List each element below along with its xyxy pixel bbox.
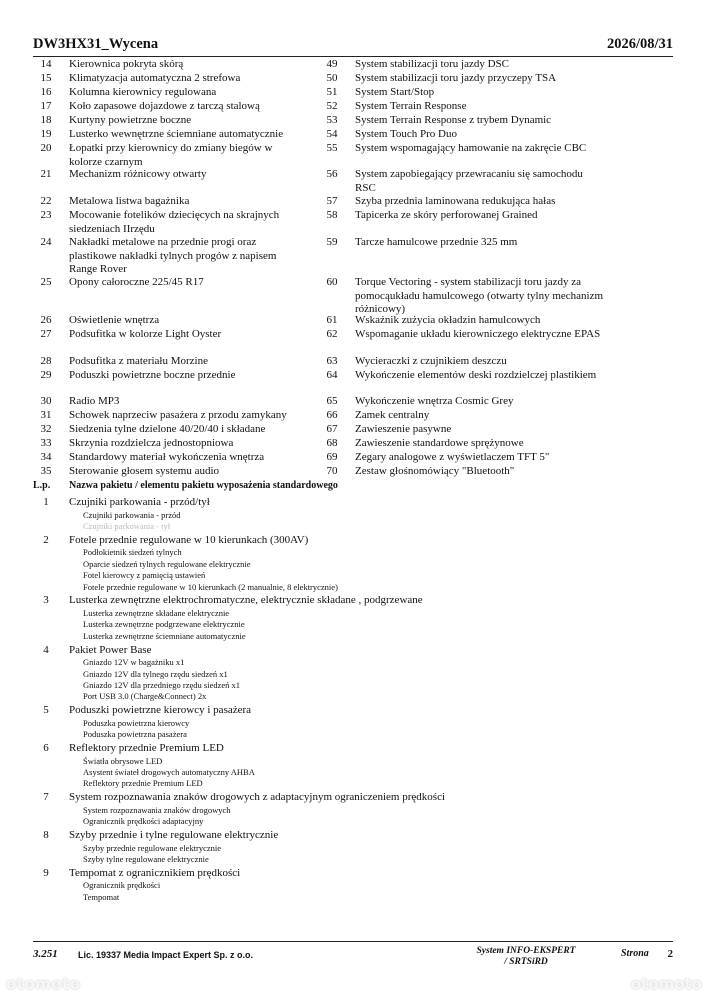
package-element: Tempomat: [83, 891, 120, 902]
footer-divider: [33, 941, 673, 942]
package-element: Podłokietnik siedzeń tylnych: [83, 547, 182, 558]
package-name: Poduszki powietrzne kierowcy i pasażera: [69, 704, 252, 717]
package-name: Pakiet Power Base: [69, 643, 152, 656]
equipment-text: System stabilizacji toru jazdy przyczepy TSA: [355, 72, 557, 84]
document-date: 2026/08/31: [606, 36, 673, 52]
equipment-number: 19: [40, 128, 52, 140]
package-name: System rozpoznawania znaków drogowych z adaptacyjnym ograniczeniem prędkości: [69, 791, 446, 804]
equipment-text: Kurtyny powietrzne boczne: [69, 114, 192, 126]
equipment-number: 68: [326, 437, 338, 449]
package-element: Fotele przednie regulowane w 10 kierunkach (2 manualnie, 8 elektrycznie): [83, 581, 338, 592]
package-element: Szyby tylne regulowane elektrycznie: [83, 853, 209, 864]
equipment-text: Podsufitka w kolorze Light Oyster: [69, 328, 222, 340]
package-element: Ogranicznik prędkości adaptacyjny: [83, 816, 204, 827]
equipment-number: 60: [326, 276, 338, 288]
equipment-number: 29: [40, 369, 52, 381]
equipment-text: Lusterko wewnętrzne ściemniane automatycznie: [69, 128, 284, 140]
equipment-text: Zawieszenie standardowe sprężynowe: [355, 437, 524, 449]
equipment-text: System Terrain Response: [355, 100, 467, 112]
package-element: Czujniki parkowania - tył: [83, 520, 171, 531]
equipment-text: Wskaźnik zużycia okładzin hamulcowych: [355, 314, 541, 326]
equipment-text: Kierownica pokryta skórą: [69, 58, 184, 70]
equipment-number: 54: [326, 128, 338, 140]
package-element: Poduszka powietrzna kierowcy: [83, 717, 190, 728]
equipment-text: Zawieszenie pasywne: [355, 423, 452, 435]
package-element: Gniazdo 12V dla przedniego rzędu siedzeń x1: [83, 679, 241, 690]
equipment-number: 59: [326, 236, 338, 248]
package-element: Oparcie siedzeń tylnych regulowane elektrycznie: [83, 558, 251, 569]
document-header: [33, 36, 673, 54]
equipment-number: 49: [326, 58, 338, 70]
equipment-number: 30: [40, 395, 52, 407]
equipment-text: Wycieraczki z czujnikiem deszczu: [355, 355, 507, 367]
equipment-number: 61: [326, 314, 338, 326]
equipment-text: Zestaw głośnomówiący "Bluetooth": [355, 465, 515, 477]
equipment-number: 18: [40, 114, 52, 126]
equipment-text: Kolumna kierownicy regulowana: [69, 86, 217, 98]
equipment-text: Wspomaganie układu kierowniczego elektryczne EPAS: [355, 328, 601, 340]
watermark-left: otomoto: [6, 975, 81, 993]
equipment-number: 17: [40, 100, 52, 112]
equipment-number: 20: [40, 142, 52, 154]
footer-system-line1: System INFO-EKSPERT: [476, 946, 576, 956]
equipment-number: 15: [40, 72, 52, 84]
footer-system-line2: / SRTSiRD: [504, 957, 548, 967]
equipment-text: Zegary analogowe z wyświetlaczem TFT 5": [355, 451, 550, 463]
equipment-number: 27: [40, 328, 52, 340]
equipment-text: Wykończenie wnętrza Cosmic Grey: [355, 395, 514, 407]
equipment-text: System stabilizacji toru jazdy DSC: [355, 58, 509, 70]
equipment-number: 33: [40, 437, 52, 449]
package-element: Ogranicznik prędkości: [83, 880, 161, 891]
package-element: Lusterka zewnętrzne składane elektrycznie: [83, 607, 230, 618]
package-name: Reflektory przednie Premium LED: [69, 742, 224, 754]
equipment-text: Nakładki metalowe na przednie progi oraz plastikowe nakładki tylnych progów z napisem Range Rover: [69, 236, 277, 275]
equipment-number: 31: [40, 409, 52, 421]
header-divider: [33, 56, 673, 57]
package-name: Lusterka zewnętrzne elektrochromatyczne, elektrycznie składane , podgrzewane: [69, 594, 423, 607]
equipment-number: 69: [326, 451, 338, 463]
equipment-text: Tapicerka ze skóry perforowanej Grained: [355, 209, 538, 221]
package-element: Asystent świateł drogowych automatyczny AHBA: [83, 766, 255, 777]
package-name: Czujniki parkowania - przód/tył: [69, 496, 210, 508]
equipment-number: 57: [326, 195, 338, 207]
package-element: Czujniki parkowania - przód: [83, 509, 181, 520]
equipment-text: System Touch Pro Duo: [355, 128, 458, 140]
document-footer: [33, 945, 673, 975]
package-element: Reflektory przednie Premium LED: [83, 778, 203, 789]
equipment-text: Sterowanie głosem systemu audio: [69, 465, 220, 477]
package-number: 5: [43, 704, 49, 717]
equipment-text: Schowek naprzeciw pasażera z przodu zamykany: [69, 409, 287, 421]
package-element: Światła obrysowe LED: [83, 755, 163, 766]
package-element: Szyby przednie regulowane elektrycznie: [83, 842, 222, 853]
package-element: Gniazdo 12V dla tylnego rzędu siedzeń x1: [83, 668, 228, 679]
packages-header-lp: L.p.: [33, 480, 51, 491]
equipment-text: Podsufitka z materiału Morzine: [69, 355, 208, 367]
footer-code: 3.251: [33, 948, 58, 960]
equipment-number: 70: [326, 465, 338, 477]
equipment-number: 14: [40, 58, 52, 70]
package-element: Port USB 3.0 (Charge&Connect) 2x: [83, 691, 207, 702]
equipment-text: System Terrain Response z trybem Dynamic: [355, 114, 552, 126]
footer-license: Lic. 19337 Media Impact Expert Sp. z o.o.: [78, 950, 254, 960]
equipment-text: Szyba przednia laminowana redukująca hałas: [355, 195, 556, 207]
equipment-number: 24: [40, 236, 52, 248]
equipment-number: 21: [40, 168, 52, 180]
equipment-number: 32: [40, 423, 52, 435]
equipment-number: 22: [40, 195, 52, 207]
equipment-text: Poduszki powietrzne boczne przednie: [69, 369, 236, 381]
equipment-text: Torque Vectoring - system stabilizacji toru jazdy za pomocąukładu hamulcowego (otwarty tylny mechanizm różnicowy): [355, 276, 604, 315]
package-element: Gniazdo 12V w bagażniku x1: [83, 657, 185, 668]
package-element: Lusterka zewnętrzne ściemniane automatycznie: [83, 630, 246, 641]
equipment-text: Wykończenie elementów deski rozdzielczej plastikiem: [355, 369, 597, 381]
equipment-number: 56: [326, 168, 338, 180]
equipment-text: Opony całoroczne 225/45 R17: [69, 276, 204, 288]
packages-header-name: Nazwa pakietu / elementu pakietu wyposażenia standardowego: [69, 480, 338, 491]
equipment-number: 62: [326, 328, 338, 340]
equipment-text: Mechanizm różnicowy otwarty: [69, 168, 207, 180]
equipment-number: 67: [326, 423, 338, 435]
equipment-text: Oświetlenie wnętrza: [69, 314, 160, 326]
watermark-right: otomoto: [630, 975, 702, 993]
equipment-text: System zapobiegający przewracaniu się samochodu RSC: [355, 168, 583, 194]
equipment-text: Siedzenia tylne dzielone 40/20/40 i składane: [69, 423, 266, 435]
equipment-text: Koło zapasowe dojazdowe z tarczą stalową: [69, 100, 260, 112]
equipment-number: 52: [326, 100, 338, 112]
equipment-number: 26: [40, 314, 52, 326]
footer-system: [461, 946, 591, 968]
equipment-text: Skrzynia rozdzielcza jednostopniowa: [69, 437, 234, 449]
equipment-number: 65: [326, 395, 338, 407]
equipment-number: 50: [326, 72, 338, 84]
equipment-text: Klimatyzacja automatyczna 2 strefowa: [69, 72, 241, 84]
equipment-text: Metalowa listwa bagażnika: [69, 195, 190, 207]
package-number: 6: [43, 742, 49, 754]
equipment-number: 64: [326, 369, 338, 381]
equipment-text: System wspomagający hamowanie na zakręcie CBC: [355, 142, 587, 154]
package-element: Poduszka powietrzna pasażera: [83, 729, 187, 740]
package-number: 9: [43, 866, 49, 879]
package-name: Szyby przednie i tylne regulowane elektrycznie: [69, 829, 279, 841]
equipment-text: Radio MP3: [69, 395, 120, 407]
equipment-text: Tarcze hamulcowe przednie 325 mm: [355, 236, 518, 248]
equipment-number: 58: [326, 209, 338, 221]
package-number: 7: [43, 791, 49, 804]
equipment-number: 51: [326, 86, 338, 98]
equipment-number: 66: [326, 409, 338, 421]
equipment-number: 35: [40, 465, 52, 477]
footer-page-number: 2: [667, 948, 673, 960]
equipment-number: 25: [40, 276, 52, 288]
equipment-number: 23: [40, 209, 52, 221]
package-element: System rozpoznawania znaków drogowych: [83, 804, 231, 815]
equipment-text: Łopatki przy kierownicy do zmiany biegów w kolorze czarnym: [69, 142, 273, 168]
equipment-text: System Start/Stop: [355, 86, 435, 98]
equipment-number: 63: [326, 355, 338, 367]
package-number: 3: [43, 594, 49, 607]
equipment-number: 34: [40, 451, 52, 463]
package-name: Tempomat z ogranicznikiem prędkości: [69, 866, 241, 879]
package-number: 2: [43, 533, 49, 546]
package-number: 4: [43, 643, 49, 656]
standard-equipment-list: [33, 58, 673, 476]
package-element: Lusterka zewnętrzne podgrzewane elektrycznie: [83, 619, 245, 630]
equipment-text: Standardowy materiał wykończenia wnętrza: [69, 451, 265, 463]
equipment-text: Mocowanie fotelików dziecięcych na skrajnych siedzeniach IIrzędu: [69, 209, 280, 235]
document-title: DW3HX31_Wycena: [33, 36, 159, 52]
equipment-text: Zamek centralny: [355, 409, 430, 421]
package-number: 1: [43, 496, 49, 508]
equipment-number: 55: [326, 142, 338, 154]
package-name: Fotele przednie regulowane w 10 kierunkach (300AV): [69, 533, 309, 546]
watermark: [6, 975, 706, 997]
package-element: Fotel kierowcy z pamięcią ustawień: [83, 570, 206, 581]
equipment-number: 16: [40, 86, 52, 98]
equipment-number: 53: [326, 114, 338, 126]
package-number: 8: [43, 829, 49, 841]
footer-page-label: Strona: [621, 948, 649, 959]
equipment-number: 28: [40, 355, 52, 367]
